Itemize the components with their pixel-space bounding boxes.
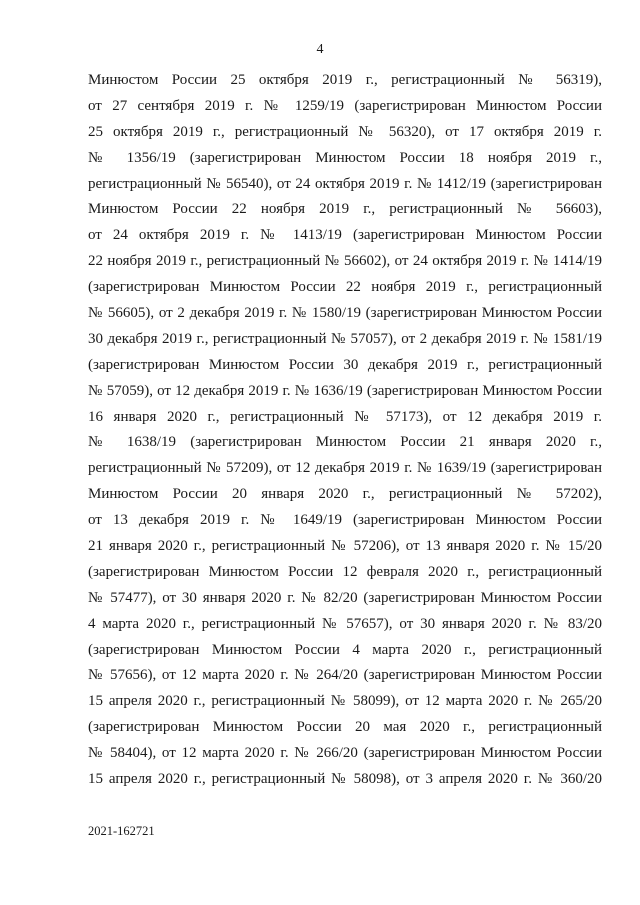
text-line: № 56605), от 2 декабря 2019 г. № 1580/19 (зарегистрирован Минюстом России — [88, 305, 602, 322]
document-code: 2021-162721 — [88, 824, 155, 838]
text-line: (зарегистрирован Минюстом России 30 декабря 2019 г., регистрационный — [88, 356, 602, 373]
text-line: от 13 декабря 2019 г. № 1649/19 (зарегистрирован Минюстом России — [88, 512, 602, 529]
text-line: (зарегистрирован Минюстом России 22 ноября 2019 г., регистрационный — [88, 279, 602, 296]
text-line: 15 апреля 2020 г., регистрационный № 58098), от 3 апреля 2020 г. № 360/20 — [88, 771, 602, 788]
text-line: 21 января 2020 г., регистрационный № 57206), от 13 января 2020 г. № 15/20 — [88, 538, 602, 555]
page-number: 4 — [316, 42, 324, 57]
text-line: 22 ноября 2019 г., регистрационный № 56602), от 24 октября 2019 г. № 1414/19 — [88, 253, 602, 270]
text-line: 15 апреля 2020 г., регистрационный № 58099), от 12 марта 2020 г. № 265/20 — [88, 693, 602, 710]
text-line: регистрационный № 57209), от 12 декабря 2019 г. № 1639/19 (зарегистрирован — [88, 460, 602, 477]
text-line: от 24 октября 2019 г. № 1413/19 (зарегистрирован Минюстом России — [88, 227, 602, 244]
text-line: № 57059), от 12 декабря 2019 г. № 1636/19 (зарегистрирован Минюстом России — [88, 382, 602, 399]
text-line: № 57477), от 30 января 2020 г. № 82/20 (зарегистрирован Минюстом России — [88, 589, 602, 606]
text-line: № 1356/19 (зарегистрирован Минюстом России 18 ноября 2019 г., — [88, 149, 602, 166]
text-line: № 58404), от 12 марта 2020 г. № 266/20 (зарегистрирован Минюстом России — [88, 745, 602, 762]
text-line: 4 марта 2020 г., регистрационный № 57657), от 30 января 2020 г. № 83/20 — [88, 615, 602, 632]
text-line: от 27 сентября 2019 г. № 1259/19 (зарегистрирован Минюстом России — [88, 97, 602, 114]
text-line: 16 января 2020 г., регистрационный № 57173), от 12 декабря 2019 г. — [88, 408, 602, 425]
text-line: (зарегистрирован Минюстом России 20 мая 2020 г., регистрационный — [88, 719, 602, 736]
text-line: регистрационный № 56540), от 24 октября 2019 г. № 1412/19 (зарегистрирован — [88, 175, 602, 192]
document-body — [88, 68, 602, 793]
text-line: Минюстом России 22 ноября 2019 г., регистрационный № 56603), — [88, 201, 602, 218]
text-line: (зарегистрирован Минюстом России 4 марта 2020 г., регистрационный — [88, 641, 602, 658]
text-line: Минюстом России 25 октября 2019 г., регистрационный № 56319), — [88, 72, 602, 88]
text-line: (зарегистрирован Минюстом России 12 февраля 2020 г., регистрационный — [88, 563, 602, 580]
text-line: 25 октября 2019 г., регистрационный № 56320), от 17 октября 2019 г. — [88, 123, 602, 140]
text-line: 30 декабря 2019 г., регистрационный № 57057), от 2 декабря 2019 г. № 1581/19 — [88, 330, 602, 347]
text-line: Минюстом России 20 января 2020 г., регистрационный № 57202), — [88, 486, 602, 503]
text-line: № 57656), от 12 марта 2020 г. № 264/20 (зарегистрирован Минюстом России — [88, 667, 602, 684]
text-line: № 1638/19 (зарегистрирован Минюстом России 21 января 2020 г., — [88, 434, 602, 451]
